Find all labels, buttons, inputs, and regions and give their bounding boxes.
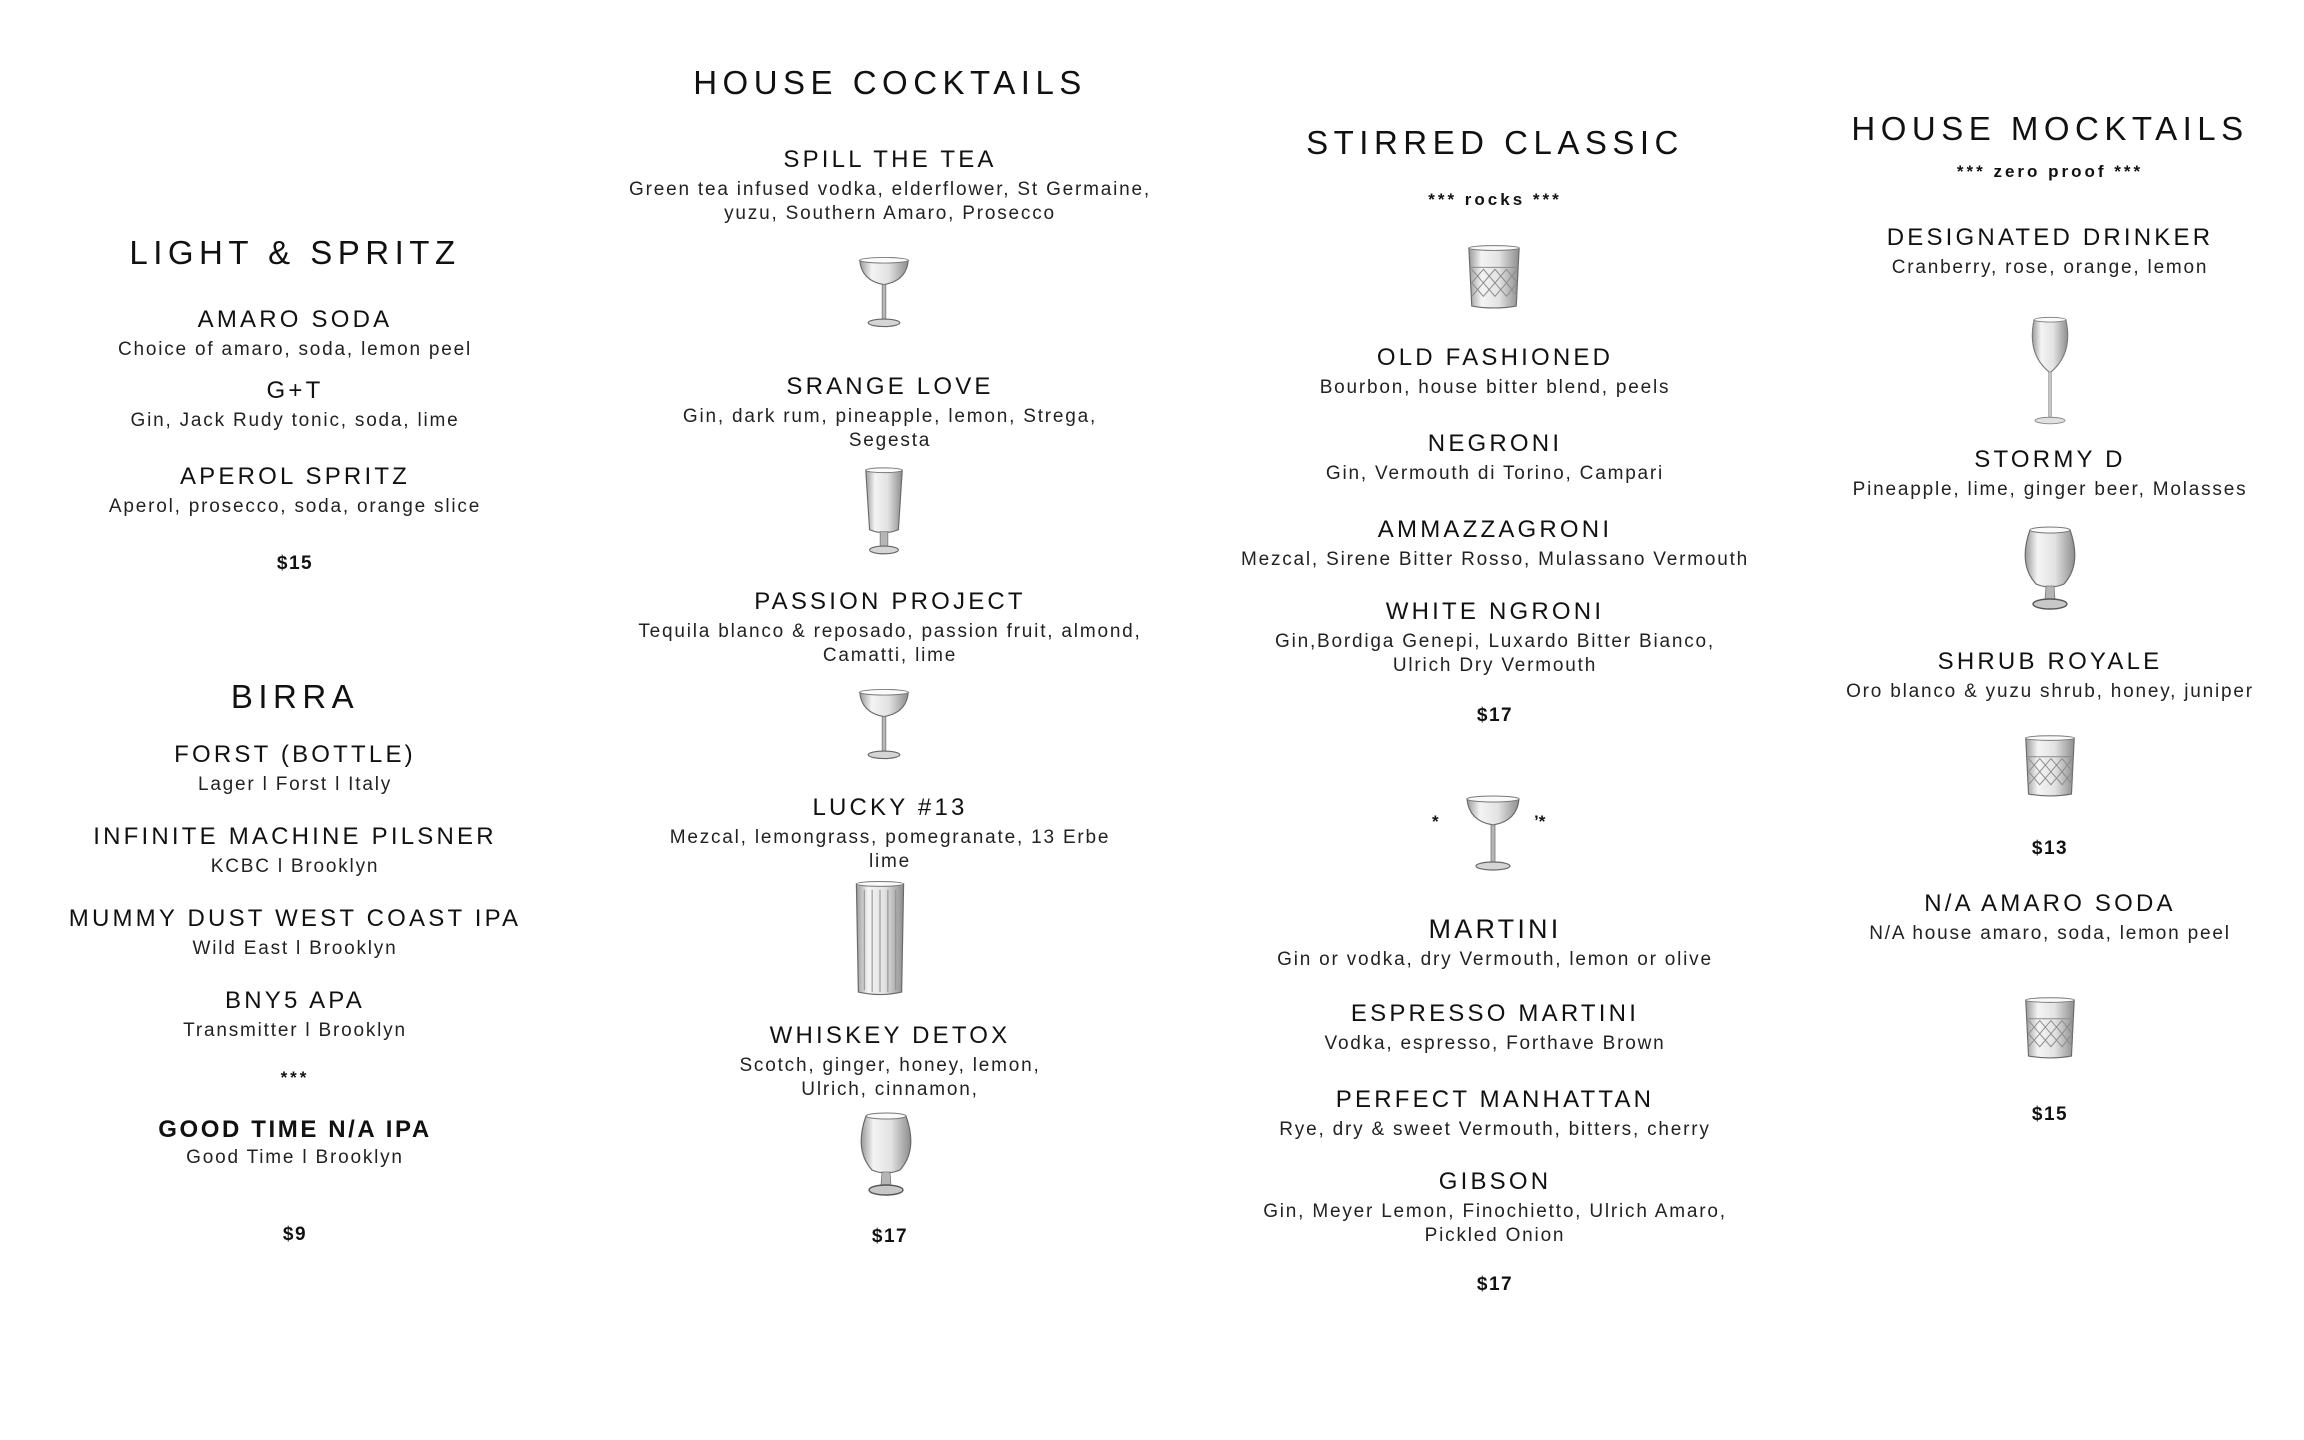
price-mocktails-2: $15 [2031,1104,2069,1125]
footed-highball-glass-icon [860,466,908,558]
menu-item-desc: Wild East l Brooklyn [192,938,398,959]
wine-glass-icon [2026,316,2074,428]
menu-item-desc: Mezcal, Sirene Bitter Rosso, Mulassano Vermouth [1240,549,1750,570]
menu-item-desc: Vodka, espresso, Forthave Brown [1324,1033,1666,1054]
coupe-mark-left: * [1432,812,1439,831]
menu-item-desc: Camatti, lime [822,645,958,666]
rocks-glass-icon [2022,734,2078,800]
menu-item-desc: lime [868,851,912,872]
snifter-glass-icon [856,1110,916,1200]
menu-item-name: WHITE NGRONI [1385,598,1605,625]
menu-item-desc: Cranberry, rose, orange, lemon [1891,257,2209,278]
menu-item-name: APEROL SPRITZ [179,463,411,490]
collins-glass-icon [852,880,908,998]
menu-item-desc: Aperol, prosecco, soda, orange slice [108,496,482,517]
price-house-cocktails: $17 [871,1226,909,1247]
section-heading-stirred-classic: STIRRED CLASSIC [1306,124,1684,161]
menu-item-desc: Segesta [848,430,932,451]
coupe-glass-icon [1463,792,1523,874]
menu-item-desc: Gin,Bordiga Genepi, Luxardo Bitter Bianco, [1275,631,1715,652]
menu-item-name: STORMY D [1974,446,2126,473]
subheading-rocks: *** rocks *** [1428,190,1562,209]
menu-item-name: PERFECT MANHATTAN [1335,1086,1655,1113]
menu-item-name: N/A AMARO SODA [1924,890,2176,917]
snifter-glass-icon [2020,524,2080,614]
menu-item-desc: Ulrich, cinnamon, [801,1079,979,1100]
menu-item-name: SHRUB ROYALE [1937,648,2163,675]
menu-item-name: GIBSON [1438,1168,1552,1195]
menu-item-desc: Rye, dry & sweet Vermouth, bitters, cherry [1279,1119,1711,1140]
menu-item-name: G+T [266,377,324,404]
price-light-spritz: $15 [276,553,314,574]
price-stirred-rocks: $17 [1476,705,1514,726]
menu-item-name: SRANGE LOVE [786,373,994,400]
menu-item-name: NEGRONI [1427,430,1563,457]
price-stirred-up: $17 [1476,1274,1514,1295]
menu-item-desc: Green tea infused vodka, elderflower, St Germaine, [629,179,1151,200]
menu-item-desc: Gin, Meyer Lemon, Finochietto, Ulrich Amaro, [1263,1201,1727,1222]
column-light-spritz-birra [40,0,550,1440]
subheading-zero-proof: *** zero proof *** [1956,162,2144,181]
menu-item-desc: Mezcal, lemongrass, pomegranate, 13 Erbe [669,827,1111,848]
menu-item-name: DESIGNATED DRINKER [1886,224,2214,251]
column-house-mocktails [1820,0,2280,1440]
menu-item-name: LUCKY #13 [812,794,968,821]
menu-item-desc: Pineapple, lime, ginger beer, Molasses [1852,479,2248,500]
menu-item-name: BNY5 APA [225,987,365,1014]
menu-item-desc: yuzu, Southern Amaro, Prosecco [724,203,1056,224]
menu-item-name: ESPRESSO MARTINI [1350,1000,1640,1027]
rocks-glass-icon [1465,244,1523,312]
menu-item-name: GOOD TIME N/A IPA [158,1116,432,1143]
menu-item-name: OLD FASHIONED [1376,344,1614,371]
menu-item-name: MARTINI [1428,914,1562,944]
menu-item-name: FORST (BOTTLE) [174,741,416,768]
menu-item-name: PASSION PROJECT [754,588,1026,615]
menu-item-name: INFINITE MACHINE PILSNER [93,823,497,850]
menu-item-desc: N/A house amaro, soda, lemon peel [1869,923,2231,944]
menu-item-desc: Gin, Vermouth di Torino, Campari [1325,463,1665,484]
menu-item-desc: Gin, dark rum, pineapple, lemon, Strega, [682,406,1098,427]
coupe-glass-icon [856,252,912,332]
column-house-cocktails [600,0,1180,1440]
menu-item-name: AMARO SODA [197,306,393,333]
menu-item-desc: Oro blanco & yuzu shrub, honey, juniper [1846,681,2254,702]
menu-item-desc: Gin, Jack Rudy tonic, soda, lime [130,410,460,431]
coupe-mark-right: ’* [1534,812,1546,831]
menu-item-desc: Ulrich Dry Vermouth [1392,655,1598,676]
menu-item-desc: Tequila blanco & reposado, passion fruit, almond, [638,621,1142,642]
menu-item-desc: Scotch, ginger, honey, lemon, [739,1055,1041,1076]
menu-item-name: AMMAZZAGRONI [1377,516,1613,543]
section-heading-birra: BIRRA [230,678,360,715]
menu-item-desc: Choice of amaro, soda, lemon peel [117,339,473,360]
column-stirred-classic [1210,0,1780,1440]
price-birra: $9 [282,1224,308,1245]
section-heading-house-mocktails: HOUSE MOCKTAILS [1851,110,2249,147]
menu-item-name: MUMMY DUST WEST COAST IPA [68,905,522,932]
section-heading-house-cocktails: HOUSE COCKTAILS [693,64,1087,101]
menu-item-name: SPILL THE TEA [783,146,997,173]
menu-item-desc: Lager l Forst l Italy [197,774,393,795]
menu-item-desc: Gin or vodka, dry Vermouth, lemon or olive [1277,949,1713,970]
price-mocktails-1: $13 [2031,838,2069,859]
section-heading-light-spritz: LIGHT & SPRITZ [129,234,461,271]
menu-item-desc: KCBC l Brooklyn [210,856,380,877]
divider-stars: *** [280,1068,310,1087]
rocks-glass-icon [2022,996,2078,1062]
menu-item-desc: Transmitter l Brooklyn [183,1020,407,1041]
menu-item-name: WHISKEY DETOX [769,1022,1011,1049]
menu-item-desc: Good Time l Brooklyn [186,1147,404,1168]
coupe-glass-icon [856,684,912,764]
menu-item-desc: Pickled Onion [1424,1225,1566,1246]
menu-item-desc: Bourbon, house bitter blend, peels [1319,377,1671,398]
